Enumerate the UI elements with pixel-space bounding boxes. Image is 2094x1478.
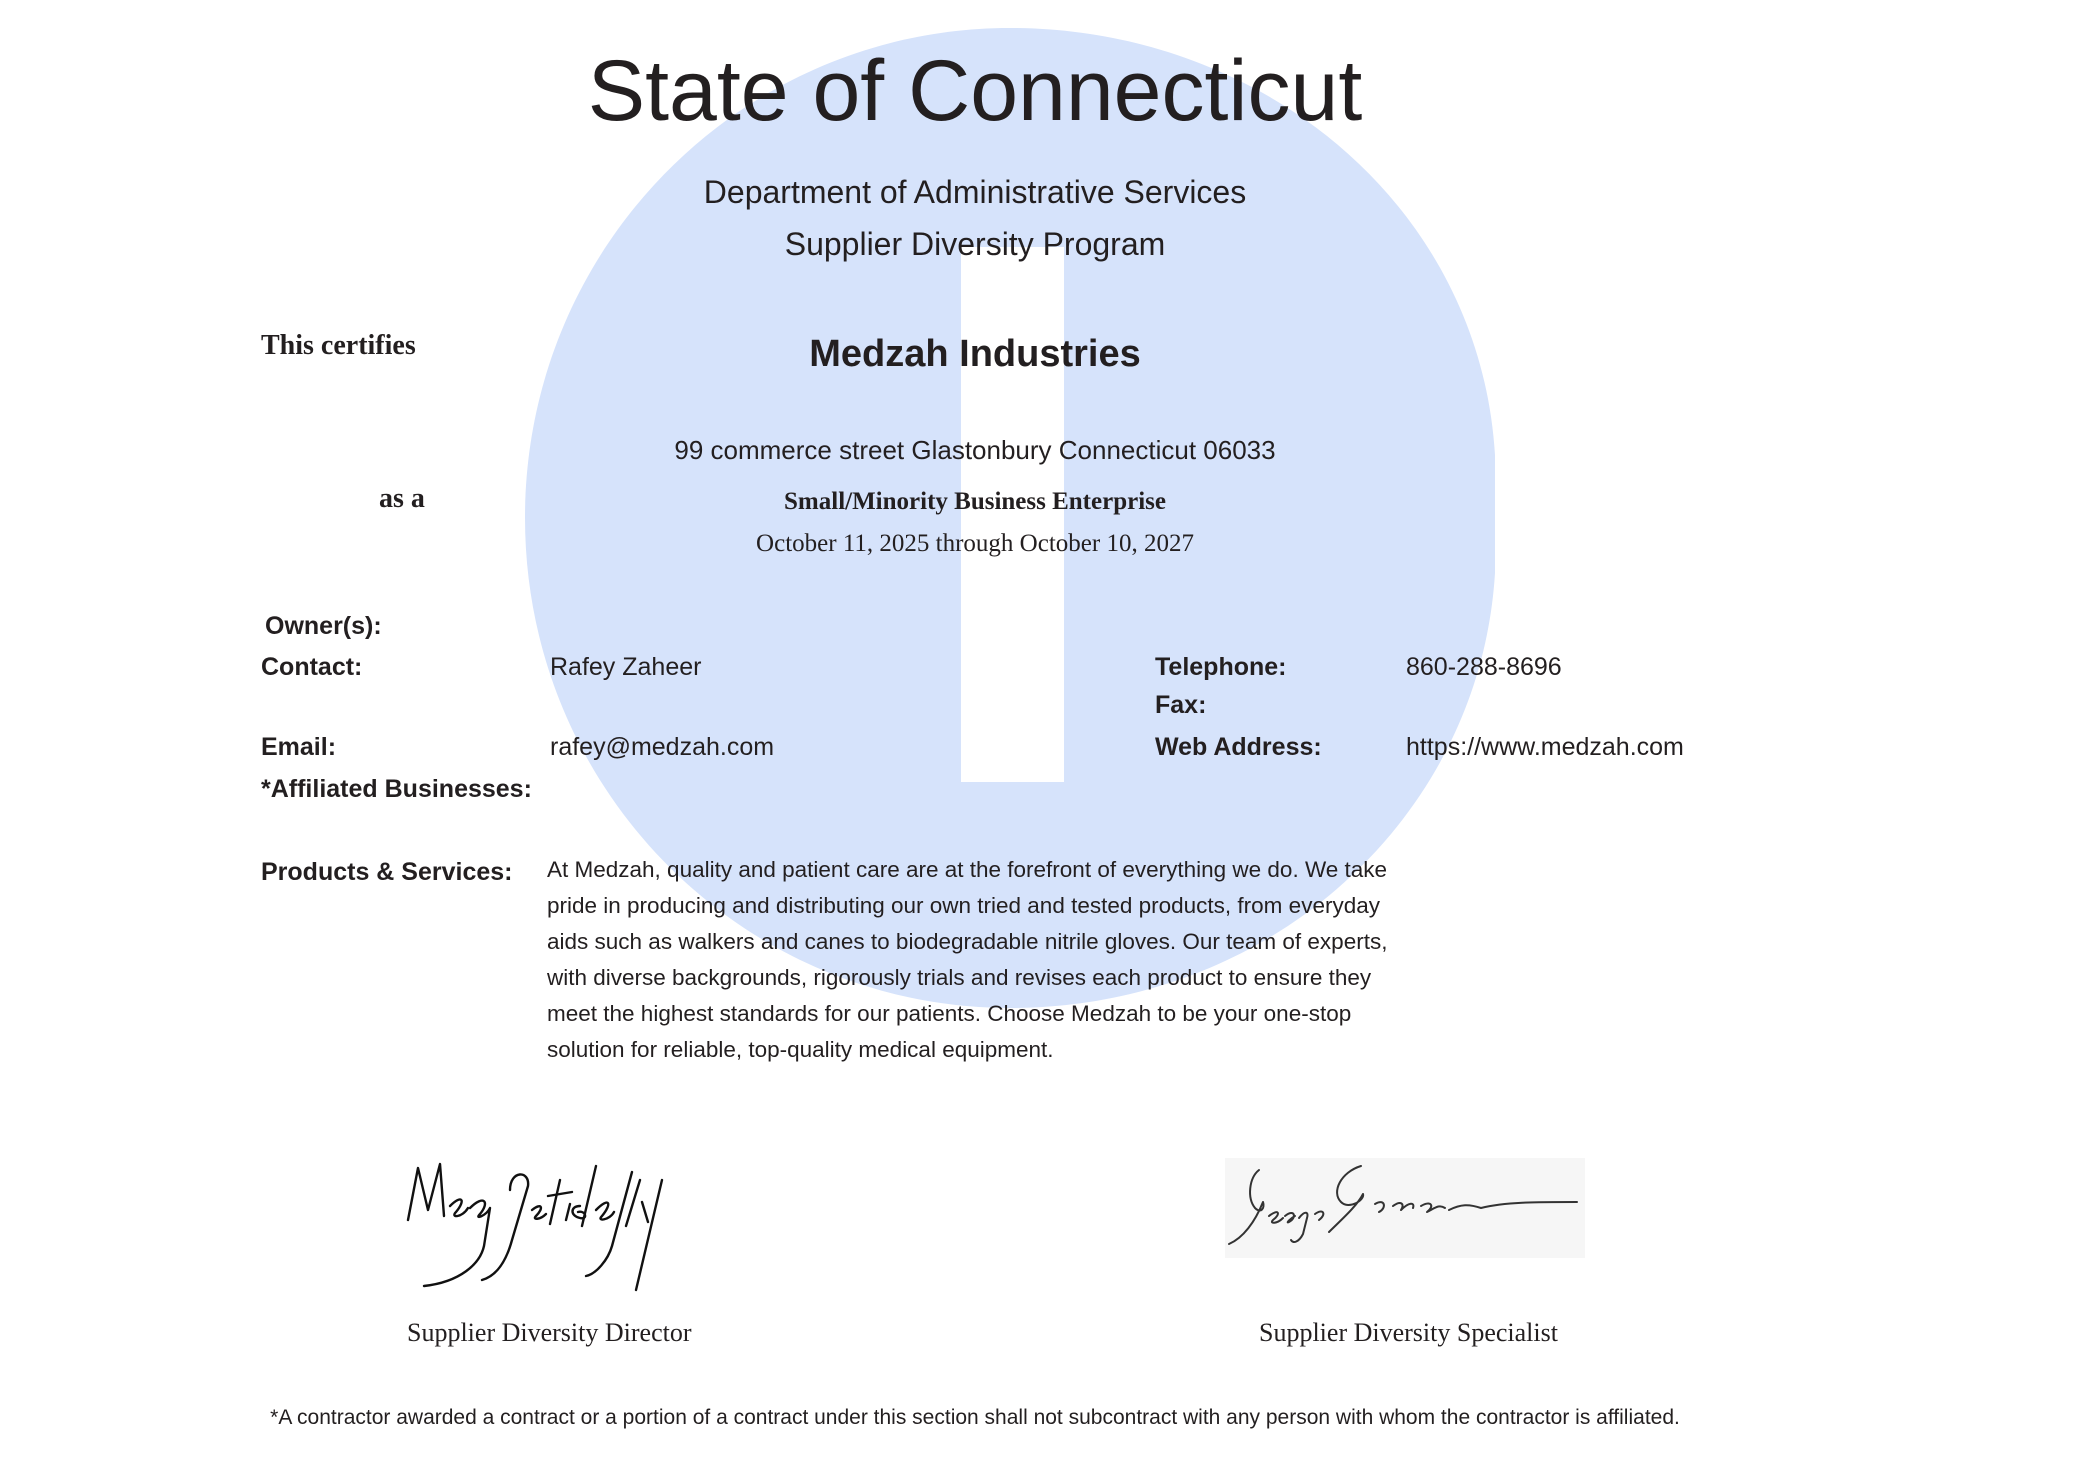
web-address-label: Web Address: (1155, 733, 1322, 761)
director-signature-name: Meg Yetishefsky (550, 1297, 565, 1299)
telephone-value: 860-288-8696 (1406, 653, 1562, 681)
web-address-value: https://www.medzah.com (1406, 733, 1684, 761)
business-name: Medzah Industries (809, 333, 1141, 375)
contact-label: Contact: (261, 653, 363, 681)
state-title: State of Connecticut (587, 43, 1363, 139)
affiliation-footnote: *A contractor awarded a contract or a portion of a contract under this section shall not subcontract with any person with whom the contractor is affiliated. (270, 1406, 1680, 1429)
designation: Small/Minority Business Enterprise (784, 488, 1166, 515)
end-date: October 10, 2027 (1019, 530, 1194, 557)
certifies-label: This certifies (261, 330, 416, 361)
specialist-title: Supplier Diversity Specialist (1259, 1318, 1558, 1347)
as-a-label: as a (379, 483, 425, 514)
director-signature (400, 1150, 700, 1300)
products-services-label: Products & Services: (261, 858, 513, 886)
owners-label: Owner(s): (265, 612, 382, 640)
business-address: 99 commerce street Glastonbury Connecticut 06033 (674, 435, 1276, 465)
contact-value: Rafey Zaheer (550, 653, 702, 681)
director-title: Supplier Diversity Director (407, 1318, 692, 1347)
specialist-signature-name: George Bronzo (1405, 1255, 1419, 1257)
fax-label: Fax: (1155, 691, 1207, 719)
program-name: Supplier Diversity Program (784, 226, 1166, 262)
email-value: rafey@medzah.com (550, 733, 775, 761)
through-label: through (935, 530, 1014, 557)
specialist-signature (1225, 1158, 1585, 1258)
products-services-text: At Medzah, quality and patient care are at the forefront of everything we do. We take pride in producing and distributing our own tried and tested products, from everyday aids such as walkers and canes to biodegradable nitrile gloves. Our team of experts, with diverse backgrounds, rigorously trials and revises each product to ensure they meet the highest standards for our patients. Choose Medzah to be your one-stop solution for reliable, top-quality medical equipment. (547, 857, 1388, 1062)
validity-period (0, 530, 1950, 558)
email-label: Email: (261, 733, 337, 761)
telephone-label: Telephone: (1155, 653, 1287, 681)
department-name: Department of Administrative Services (703, 174, 1247, 210)
start-date: October 11, 2025 (756, 530, 930, 557)
affiliated-businesses-label: *Affiliated Businesses: (261, 775, 532, 803)
